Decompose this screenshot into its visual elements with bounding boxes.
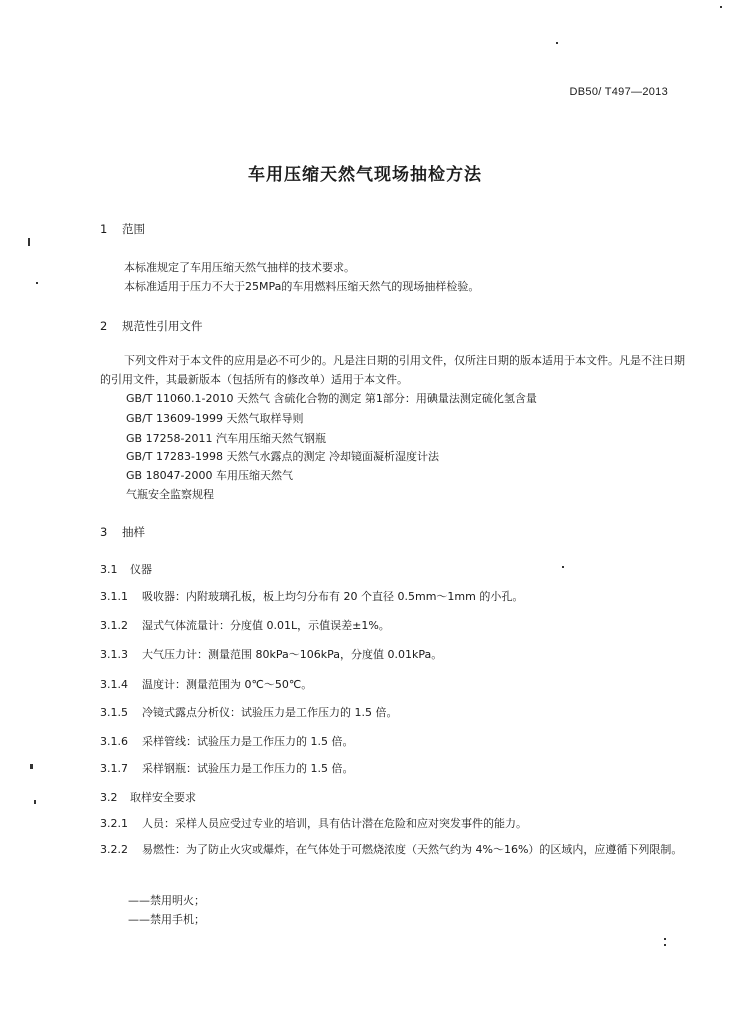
scan-speck — [720, 6, 722, 8]
restriction-item: ——禁用明火； — [128, 894, 205, 907]
scan-speck — [28, 238, 30, 246]
section-2-heading — [100, 318, 203, 334]
section-3-heading — [100, 524, 145, 540]
section-title: 抽样 — [122, 525, 145, 539]
clause-text: 大气压力计：测量范围 80kPa～106kPa，分度值 0.01kPa。 — [142, 648, 443, 661]
scope-paragraph-1: 本标准规定了车用压缩天然气抽样的技术要求。 — [124, 261, 355, 274]
scope-paragraph-2: 本标准适用于压力不大于25MPa的车用燃料压缩天然气的现场抽样检验。 — [124, 280, 480, 293]
clause-3-1-5 — [100, 704, 398, 720]
clause-text: 吸收器：内附玻璃孔板，板上均匀分布有 20 个直径 0.5mm～1mm 的小孔。 — [142, 590, 524, 603]
subsection-title: 仪器 — [130, 563, 152, 576]
scan-speck — [556, 42, 558, 44]
clause-number: 3.1.2 — [100, 619, 128, 632]
scan-speck — [664, 944, 666, 946]
restriction-item: ——禁用手机； — [128, 913, 205, 926]
clause-number: 3.1.1 — [100, 590, 128, 603]
clause-number: 3.2.1 — [100, 817, 128, 830]
subsection-title: 取样安全要求 — [130, 791, 196, 804]
clause-3-2-2 — [100, 840, 685, 860]
clause-number: 3.1.4 — [100, 678, 128, 691]
reference-item: GB/T 11060.1-2010 天然气 含硫化合物的测定 第1部分：用碘量法测定硫化氢含量 — [126, 392, 537, 405]
normative-intro: 下列文件对于本文件的应用是必不可少的。凡是注日期的引用文件，仅所注日期的版本适用于本文件。凡是不注日期的引用文件，其最新版本（包括所有的修改单）适用于本文件。 — [100, 354, 685, 386]
document-title: 车用压缩天然气现场抽检方法 — [248, 165, 482, 185]
clause-text: 采样钢瓶：试验压力是工作压力的 1.5 倍。 — [142, 762, 354, 775]
clause-number: 3.1.3 — [100, 648, 128, 661]
clause-text: 湿式气体流量计：分度值 0.01L，示值误差±1%。 — [142, 619, 390, 632]
section-title: 范围 — [122, 222, 145, 236]
reference-item: GB/T 13609-1999 天然气取样导则 — [126, 412, 304, 425]
clause-number: 3.1.5 — [100, 706, 128, 719]
clause-text: 人员：采样人员应受过专业的培训，具有估计潜在危险和应对突发事件的能力。 — [142, 817, 527, 830]
clause-number: 3.1.6 — [100, 735, 128, 748]
subsection-3-2-heading — [100, 789, 196, 805]
clause-3-1-2 — [100, 617, 390, 633]
clause-text: 采样管线：试验压力是工作压力的 1.5 倍。 — [142, 735, 354, 748]
section-title: 规范性引用文件 — [122, 319, 203, 333]
scan-speck — [36, 282, 38, 284]
section-number: 2 — [100, 319, 108, 333]
clause-3-1-3 — [100, 646, 442, 662]
reference-item: GB 17258-2011 汽车用压缩天然气钢瓶 — [126, 432, 327, 445]
clause-3-1-6 — [100, 733, 354, 749]
scan-speck — [30, 764, 33, 769]
subsection-number: 3.2 — [100, 791, 118, 804]
scan-speck — [562, 566, 564, 568]
document-code: DB50/ T497—2013 — [569, 86, 668, 98]
subsection-number: 3.1 — [100, 563, 118, 576]
section-1-heading — [100, 221, 145, 237]
clause-3-1-4 — [100, 676, 312, 692]
subsection-3-1-heading — [100, 561, 152, 577]
clause-text: 易燃性：为了防止火灾或爆炸，在气体处于可燃烧浓度（天然气约为 4%～16%）的区域内，应遵循下列限制。 — [142, 843, 683, 856]
clause-3-1-1 — [100, 588, 523, 604]
section-number: 1 — [100, 222, 108, 236]
clause-text: 温度计：测量范围为 0℃～50℃。 — [142, 678, 313, 691]
reference-item: GB 18047-2000 车用压缩天然气 — [126, 469, 294, 482]
clause-number: 3.2.2 — [100, 843, 128, 856]
clause-number: 3.1.7 — [100, 762, 128, 775]
reference-item: GB/T 17283-1998 天然气水露点的测定 冷却镜面凝析湿度计法 — [126, 450, 439, 463]
section-number: 3 — [100, 525, 108, 539]
clause-text: 冷镜式露点分析仪：试验压力是工作压力的 1.5 倍。 — [142, 706, 398, 719]
scan-speck — [664, 938, 666, 940]
scan-speck — [34, 800, 36, 804]
clause-3-1-7 — [100, 760, 354, 776]
clause-3-2-1 — [100, 815, 527, 831]
reference-item: 气瓶安全监察规程 — [126, 488, 214, 501]
